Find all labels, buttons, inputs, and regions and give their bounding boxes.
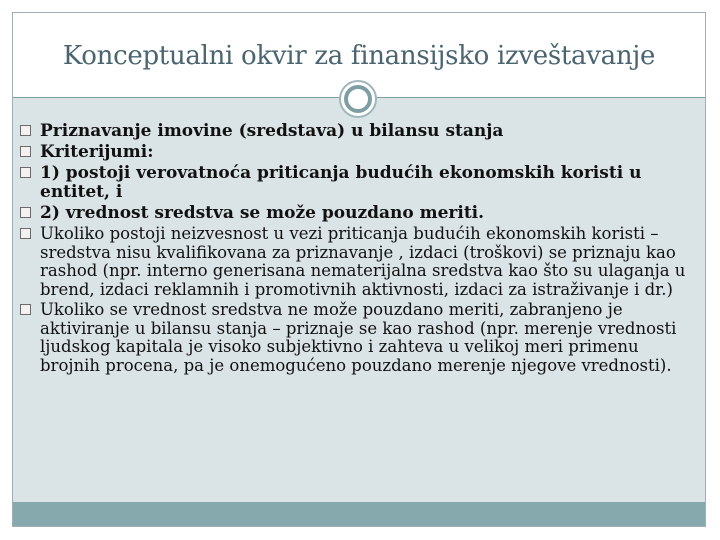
square-bullet-icon	[20, 125, 31, 136]
bullet-item	[20, 143, 692, 162]
bullet-item	[20, 301, 692, 375]
square-bullet-icon	[20, 167, 31, 178]
square-bullet-icon	[20, 304, 31, 315]
bullet-text: Priznavanje imovine (sredstava) u bilansu stanja	[40, 121, 504, 141]
bullet-list	[20, 122, 692, 379]
bullet-text: Ukoliko postoji neizvesnost u vezi priticanja budućih ekonomskih koristi – sredstva nisu kvalifikovana za priznavanje , izdaci (troškovi) se priznaju kao rashod (npr. interno generisana nematerijalna sredstva kao što su ulaganja u brend, izdaci reklamnih i promotivnih aktivnosti, izdaci za istraživanje i dr.)	[40, 224, 686, 299]
bullet-item	[20, 164, 692, 202]
square-bullet-icon	[20, 146, 31, 157]
bullet-item	[20, 204, 692, 223]
circle-ornament-icon	[339, 80, 377, 118]
bullet-item	[20, 122, 692, 141]
square-bullet-icon	[20, 228, 31, 239]
bullet-text: 1) postoji verovatnoća priticanja budućih ekonomskih koristi u entitet, i	[40, 163, 642, 202]
bullet-item	[20, 225, 692, 299]
bullet-text: 2) vrednost sredstva se može pouzdano meriti.	[40, 203, 485, 223]
square-bullet-icon	[20, 207, 31, 218]
bullet-text: Ukoliko se vrednost sredstva ne može pouzdano meriti, zabranjeno je aktiviranje u bilansu stanja – priznaje se kao rashod (npr. merenje vrednosti ljudskog kapitala je visoko subjektivno i zahteva u velikoj meri primenu brojnih procena, pa je onemogućeno pouzdano merenje njegove vrednosti).	[40, 300, 677, 375]
circle-ornament-inner	[344, 85, 372, 113]
slide-title: Konceptualni okvir za finansijsko izveštavanje	[62, 41, 656, 71]
footer-bar	[13, 502, 705, 526]
bullet-text: Kriterijumi:	[40, 142, 154, 162]
